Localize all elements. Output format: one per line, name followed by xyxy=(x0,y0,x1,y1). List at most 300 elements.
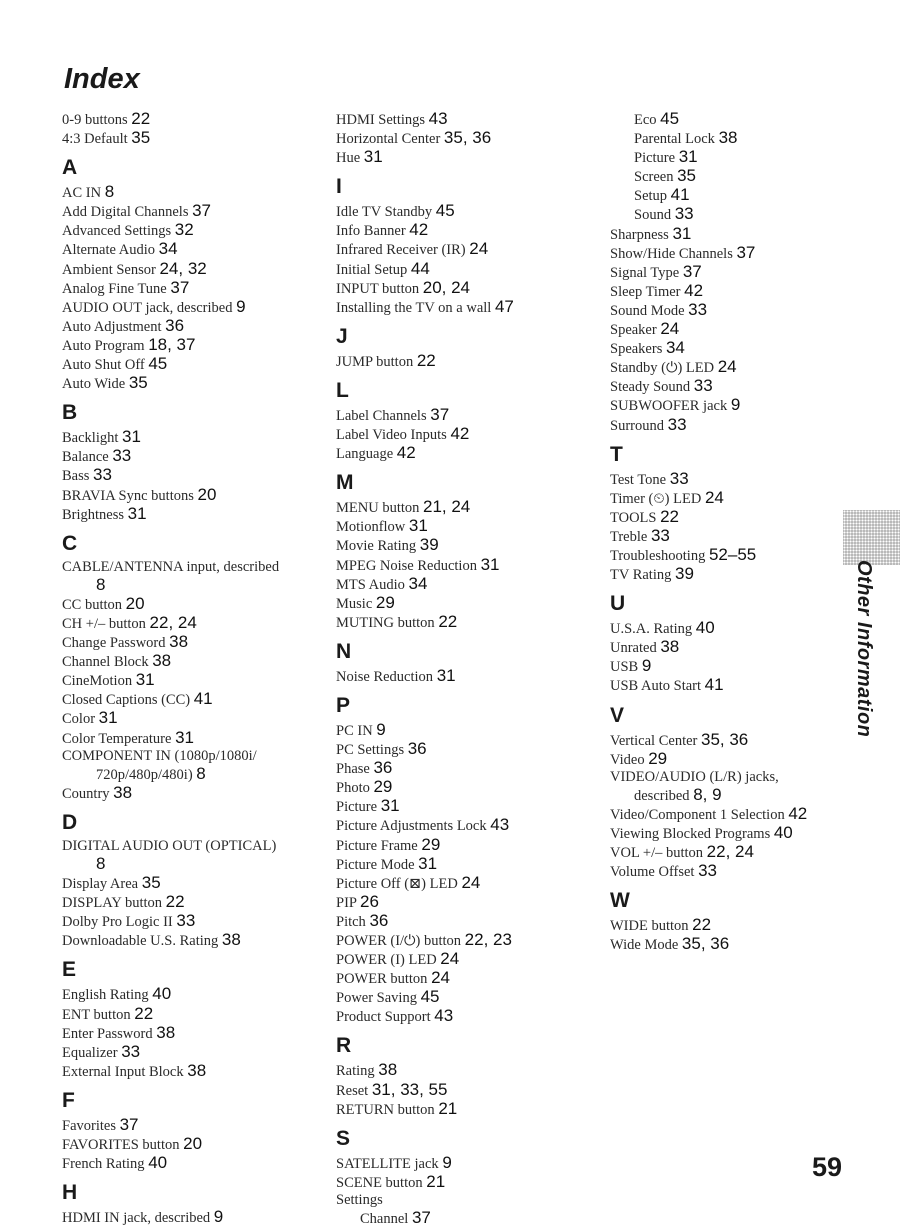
page-reference: 24 xyxy=(660,319,680,339)
index-term: PC Settings xyxy=(336,742,405,759)
index-term: Steady Sound xyxy=(610,379,691,396)
index-term: Video xyxy=(610,751,645,768)
index-entry-favorites xyxy=(62,1116,312,1135)
index-entry-channel-block xyxy=(62,652,312,671)
index-entry-label-channels xyxy=(336,406,586,425)
page-reference: 21 xyxy=(438,1098,458,1118)
index-entry-cc-button xyxy=(62,595,312,614)
index-term: Video/Component 1 Selection xyxy=(610,806,785,823)
index-entry-auto-program xyxy=(62,336,312,355)
index-entry-sleep-timer xyxy=(610,282,860,301)
index-term: Change Password xyxy=(62,635,166,652)
index-entry-auto-adjustment xyxy=(62,317,312,336)
index-term: HDMI Settings xyxy=(336,112,426,128)
index-entry-speakers xyxy=(610,339,860,358)
page-reference: 34 xyxy=(665,338,685,358)
index-term: Hue xyxy=(336,150,361,167)
index-entry-french-rating xyxy=(62,1154,312,1173)
page-reference: 31 xyxy=(408,516,428,536)
index-letter-heading: J xyxy=(336,324,348,348)
index-term: POWER button xyxy=(336,971,428,988)
page-reference: 9 xyxy=(376,719,386,739)
index-entry-power-button xyxy=(336,969,586,988)
index-entry-hdmi-in-jack-described xyxy=(62,1208,312,1227)
index-term: CC button xyxy=(62,596,123,613)
index-entry-rating xyxy=(336,1061,586,1080)
index-term: Closed Captions (CC) xyxy=(62,692,191,709)
page-reference: 38 xyxy=(221,930,241,950)
index-entry-video-component-1-selection xyxy=(610,805,860,824)
index-letter-heading: M xyxy=(336,471,354,495)
index-term: Noise Reduction xyxy=(336,668,434,685)
page-reference: 34 xyxy=(158,239,178,259)
page-reference: 31 xyxy=(672,223,692,243)
page-reference: 41 xyxy=(670,185,690,205)
index-term: Treble xyxy=(610,528,648,545)
page-reference: 43 xyxy=(490,815,510,835)
index-entry-steady-sound xyxy=(610,377,860,396)
index-entry-signal-type xyxy=(610,263,860,282)
index-term: USB xyxy=(610,659,639,676)
index-term: French Rating xyxy=(62,1156,145,1173)
page-reference: 45 xyxy=(420,987,440,1007)
page-reference: 36 xyxy=(165,315,185,335)
page-reference: 41 xyxy=(704,675,724,695)
index-term: SUBWOOFER jack xyxy=(610,398,728,415)
index-letter-heading: H xyxy=(62,1181,78,1205)
index-letter-heading: T xyxy=(610,442,623,466)
index-entry-country xyxy=(62,784,312,803)
index-term: Parental Lock xyxy=(634,131,715,148)
index-column-2 xyxy=(336,110,586,1228)
index-term: DIGITAL AUDIO OUT (OPTICAL) xyxy=(62,837,277,854)
page-reference: 22 xyxy=(165,892,185,912)
index-term: 4:3 Default xyxy=(62,131,128,148)
page-reference: 18, 37 xyxy=(148,334,196,354)
page-reference: 40 xyxy=(695,618,715,638)
index-entry-wide-mode xyxy=(610,935,860,954)
page-reference: 31 xyxy=(480,554,500,574)
page-reference: 42 xyxy=(450,424,470,444)
page-reference: 42 xyxy=(396,443,416,463)
page-reference: 31 xyxy=(436,665,456,685)
page-reference: 35 xyxy=(131,128,151,148)
index-term: Info Banner xyxy=(336,223,406,240)
index-term: Test Tone xyxy=(610,471,667,488)
index-entry-hue xyxy=(336,148,586,167)
index-entry-unrated xyxy=(610,638,860,657)
page-reference: 31 xyxy=(418,853,438,873)
index-term: AUDIO OUT jack, described xyxy=(62,299,233,316)
index-term: Phase xyxy=(336,761,370,778)
page-reference: 8, 9 xyxy=(693,784,722,804)
index-entry-bass xyxy=(62,466,312,485)
index-term: Vertical Center xyxy=(610,732,698,749)
page-reference: 9 xyxy=(641,656,652,676)
index-entry-picture xyxy=(336,797,586,816)
index-entry-downloadable-u-s-rating xyxy=(62,931,312,950)
index-entry-usb xyxy=(610,657,860,676)
index-entry-speaker xyxy=(610,320,860,339)
page-reference: 26 xyxy=(360,891,379,911)
index-entry-setup xyxy=(610,186,860,205)
page-reference: 31 xyxy=(363,147,383,167)
index-entry-picture-frame xyxy=(336,836,586,855)
index-term: POWER (I/⏻) button xyxy=(336,933,462,949)
index-term: Eco xyxy=(634,112,657,128)
index-entry-volume-offset xyxy=(610,862,860,881)
index-term: Auto Adjustment xyxy=(62,318,162,335)
page-reference: 21 xyxy=(426,1171,446,1191)
index-term: RETURN button xyxy=(336,1101,435,1118)
page-reference: 40 xyxy=(152,984,172,1004)
page-reference: 37 xyxy=(430,404,450,424)
index-entry-horizontal-center xyxy=(336,129,586,148)
index-term: Color xyxy=(62,711,96,728)
page-reference: 34 xyxy=(408,573,428,593)
index-entry-digital-audio-out-optical xyxy=(62,838,312,855)
page-reference: 9 xyxy=(442,1152,452,1172)
index-term: Picture Frame xyxy=(336,837,418,854)
index-entry-troubleshooting xyxy=(610,546,860,565)
index-entry-power-i-button xyxy=(336,931,586,950)
page-reference: 44 xyxy=(410,258,430,278)
page-reference: 33 xyxy=(698,861,717,881)
page-reference: 9 xyxy=(236,296,246,316)
index-entry-input-button xyxy=(336,279,586,298)
index-term: CH +/– button xyxy=(62,615,146,632)
index-term: VIDEO/AUDIO (L/R) jacks, xyxy=(610,768,779,785)
page-reference: 37 xyxy=(170,277,190,297)
index-term: Picture xyxy=(634,150,676,167)
index-entry-closed-captions-cc xyxy=(62,690,312,709)
index-term: Advanced Settings xyxy=(62,223,172,240)
page-reference: 39 xyxy=(419,535,439,555)
index-letter-heading: U xyxy=(610,592,626,616)
index-term: SCENE button xyxy=(336,1174,423,1191)
page-reference: 24 xyxy=(717,357,737,377)
index-term: CABLE/ANTENNA input, described xyxy=(62,558,280,575)
page-reference: 8 xyxy=(96,574,106,594)
index-term: Bass xyxy=(62,468,90,485)
index-entry-ch-button xyxy=(62,614,312,633)
page-reference: 9 xyxy=(213,1207,224,1227)
index-entry-timer-led xyxy=(610,489,860,508)
index-column-1 xyxy=(62,110,312,1227)
index-term: COMPONENT IN (1080p/1080i/ xyxy=(62,747,257,764)
page-reference: 35 xyxy=(128,373,148,393)
index-letter-heading: I xyxy=(336,175,342,199)
page-reference: 38 xyxy=(156,1022,176,1042)
index-entry-initial-setup xyxy=(336,260,586,279)
index-entry-cinemotion xyxy=(62,671,312,690)
index-entry-backlight xyxy=(62,428,312,447)
page-reference: 33 xyxy=(176,911,196,931)
index-term: Timer (⏲) LED xyxy=(610,490,702,507)
index-term: Sound xyxy=(634,207,672,224)
page-reference: 35 xyxy=(677,166,696,186)
page-reference: 38 xyxy=(378,1060,398,1080)
index-entry-video xyxy=(610,750,860,769)
index-entry-hdmi-settings xyxy=(336,110,586,129)
index-term: Volume Offset xyxy=(610,864,695,881)
page-reference: 31 xyxy=(380,796,400,816)
index-entry-product-support xyxy=(336,1007,586,1026)
index-letter-heading: S xyxy=(336,1126,351,1150)
index-entry-infrared-receiver-ir xyxy=(336,240,586,259)
index-entry-picture xyxy=(610,148,860,167)
index-term: Unrated xyxy=(610,640,657,657)
index-term: HDMI IN jack, described xyxy=(62,1210,211,1227)
index-entry-equalizer xyxy=(62,1043,312,1062)
page-reference: 39 xyxy=(674,564,694,584)
index-term: Color Temperature xyxy=(62,730,172,747)
index-term: POWER (I) LED xyxy=(336,952,437,969)
index-term: Dolby Pro Logic II xyxy=(62,914,173,931)
index-entry-return-button xyxy=(336,1100,586,1119)
section-tab-pattern xyxy=(843,510,900,565)
index-term: Idle TV Standby xyxy=(336,204,433,221)
page-reference: 24 xyxy=(469,239,489,259)
index-entry-pitch xyxy=(336,912,586,931)
page-reference: 24 xyxy=(440,949,460,969)
page-reference: 22, 24 xyxy=(706,842,754,862)
index-entry-component-in-1080p-1080i xyxy=(62,748,312,765)
index-entry-brightness xyxy=(62,505,312,524)
index-term: Screen xyxy=(634,169,674,186)
page-number: 59 xyxy=(812,1152,843,1182)
index-term: TOOLS xyxy=(610,509,657,526)
index-entry-phase xyxy=(336,759,586,778)
index-term: Speaker xyxy=(610,322,657,339)
page-reference: 29 xyxy=(375,592,395,612)
index-entry-test-tone xyxy=(610,470,860,489)
page-reference: 22 xyxy=(438,611,458,631)
index-entry-screen xyxy=(610,167,860,186)
section-tab-label: Other Information xyxy=(853,560,875,738)
page-reference: 45 xyxy=(660,109,680,128)
index-entry-alternate-audio xyxy=(62,240,312,259)
index-term: Alternate Audio xyxy=(62,242,156,259)
page-reference: 37 xyxy=(411,1208,431,1228)
index-term: Label Channels xyxy=(336,407,427,424)
page-reference: 24, 32 xyxy=(159,258,207,278)
index-entry-ambient-sensor xyxy=(62,260,312,279)
index-entry-u-s-a-rating xyxy=(610,619,860,638)
index-entry-treble xyxy=(610,527,860,546)
index-term: Surround xyxy=(610,417,664,434)
index-entry-analog-fine-tune xyxy=(62,279,312,298)
index-term: 720p/480p/480i) xyxy=(96,766,193,783)
index-letter-heading: A xyxy=(62,156,78,180)
page-reference: 33 xyxy=(650,525,670,545)
index-entry-music xyxy=(336,594,586,613)
index-letter-heading: V xyxy=(610,703,625,727)
index-term: Signal Type xyxy=(610,264,680,281)
index-letter-heading: C xyxy=(62,531,78,555)
index-term: MUTING button xyxy=(336,614,435,631)
index-entry-installing-the-tv-on-a-wall xyxy=(336,298,586,317)
index-entry-720p-480p-480i xyxy=(62,765,312,784)
index-term: Product Support xyxy=(336,1009,431,1026)
page-reference: 43 xyxy=(434,1006,454,1026)
page-reference: 20, 24 xyxy=(422,277,471,297)
index-letter-heading: E xyxy=(62,958,77,982)
index-term: 0-9 buttons xyxy=(62,112,128,128)
page-reference: 37 xyxy=(119,1114,139,1134)
index-entry-auto-shut-off xyxy=(62,355,312,374)
index-term: CineMotion xyxy=(62,673,133,690)
index-term: Brightness xyxy=(62,506,125,523)
page-reference: 37 xyxy=(192,201,212,221)
index-entry-external-input-block xyxy=(62,1062,312,1081)
page-reference: 29 xyxy=(648,748,668,768)
index-term: MTS Audio xyxy=(336,576,405,593)
index-term: PC IN xyxy=(336,722,373,739)
index-letter-heading: N xyxy=(336,639,352,663)
page-reference: 38 xyxy=(718,128,738,148)
index-entry-pc-settings xyxy=(336,740,586,759)
page-reference: 37 xyxy=(682,261,702,281)
index-term: Rating xyxy=(336,1063,375,1080)
page-reference: 40 xyxy=(148,1153,168,1173)
index-entry-0-9-buttons xyxy=(62,110,312,129)
page-reference: 35 xyxy=(141,873,161,893)
index-term: Ambient Sensor xyxy=(62,261,156,278)
page-reference: 31 xyxy=(175,727,194,747)
index-entry-show-hide-channels xyxy=(610,244,860,263)
index-term: SATELLITE jack xyxy=(336,1155,439,1172)
page-reference: 22 xyxy=(660,506,680,526)
index-entry-mpeg-noise-reduction xyxy=(336,556,586,575)
index-term: Initial Setup xyxy=(336,261,408,278)
index-entry-color xyxy=(62,709,312,728)
index-entry-dolby-pro-logic-ii xyxy=(62,912,312,931)
page-reference: 22 xyxy=(692,915,712,935)
index-letter-heading: B xyxy=(62,401,78,425)
index-entry-idle-tv-standby xyxy=(336,202,586,221)
index-letter-heading: D xyxy=(62,810,78,834)
index-entry-change-password xyxy=(62,633,312,652)
page-reference: 33 xyxy=(669,468,689,488)
page-reference: 33 xyxy=(688,299,708,319)
index-term: Channel xyxy=(360,1211,409,1228)
page-reference: 22 xyxy=(131,109,151,128)
index-term: INPUT button xyxy=(336,280,420,297)
index-column-3 xyxy=(610,110,860,954)
index-entry-satellite-jack xyxy=(336,1154,586,1173)
page-reference: 24 xyxy=(431,968,450,988)
index-term: Horizontal Center xyxy=(336,131,441,148)
index-entry-mts-audio xyxy=(336,575,586,594)
page-reference: 31 xyxy=(127,503,147,523)
index-entry-label-video-inputs xyxy=(336,425,586,444)
page-reference: 52–55 xyxy=(708,544,757,564)
index-entry-pip xyxy=(336,893,586,912)
page-reference: 42 xyxy=(788,803,808,823)
index-term: Downloadable U.S. Rating xyxy=(62,933,219,950)
index-entry-settings xyxy=(336,1192,586,1209)
page-reference: 8 xyxy=(104,182,115,202)
index-entry-photo xyxy=(336,778,586,797)
index-entry-picture-adjustments-lock xyxy=(336,816,586,835)
index-entry-favorites-button xyxy=(62,1135,312,1154)
index-entry-picture-off-led xyxy=(336,874,586,893)
page-reference: 33 xyxy=(112,446,132,466)
page-reference: 24 xyxy=(461,872,481,892)
page-reference: 31 xyxy=(122,427,141,447)
page-reference: 33 xyxy=(674,204,694,224)
index-term: Sleep Timer xyxy=(610,283,681,300)
index-entry-cable-antenna-input-described xyxy=(62,559,312,576)
page-reference: 38 xyxy=(152,651,172,671)
index-entry-reset xyxy=(336,1081,586,1100)
index-term: Wide Mode xyxy=(610,937,679,954)
index-term: MPEG Noise Reduction xyxy=(336,557,477,574)
index-term: VOL +/– button xyxy=(610,845,704,862)
index-entry-sound xyxy=(610,205,860,224)
index-entry-channel xyxy=(336,1209,586,1228)
index-entry-motionflow xyxy=(336,517,586,536)
page-reference: 31, 33, 55 xyxy=(371,1079,448,1099)
index-letter-heading: W xyxy=(610,889,630,913)
index-term: Music xyxy=(336,595,373,612)
index-entry-video-audio-l-r-jacks xyxy=(610,769,860,786)
index-term: Auto Shut Off xyxy=(62,357,145,374)
page-reference: 29 xyxy=(421,834,441,854)
index-term: Picture Adjustments Lock xyxy=(336,818,487,835)
index-term: Sharpness xyxy=(610,226,669,243)
index-term: Auto Wide xyxy=(62,376,126,393)
index-term: Picture xyxy=(336,799,378,816)
page-title: Index xyxy=(64,63,140,95)
index-entry-color-temperature xyxy=(62,729,312,748)
index-entry-noise-reduction xyxy=(336,667,586,686)
index-term: U.S.A. Rating xyxy=(610,621,693,638)
index-term: Photo xyxy=(336,780,370,797)
index-entry-ent-button xyxy=(62,1005,312,1024)
page-reference: 32 xyxy=(174,220,194,240)
index-term: MENU button xyxy=(336,500,420,517)
index-entry-picture-mode xyxy=(336,855,586,874)
page-reference: 38 xyxy=(169,632,189,652)
index-term: Movie Rating xyxy=(336,538,417,555)
index-entry-menu-button xyxy=(336,498,586,517)
page-reference: 37 xyxy=(736,242,756,262)
page-reference: 43 xyxy=(428,109,448,128)
index-entry-tv-rating xyxy=(610,565,860,584)
page-reference: 22, 23 xyxy=(464,930,512,949)
index-entry-english-rating xyxy=(62,985,312,1004)
page-reference: 36 xyxy=(373,758,393,778)
index-term: Language xyxy=(336,446,394,463)
index-entry-parental-lock xyxy=(610,129,860,148)
index-term: FAVORITES button xyxy=(62,1137,180,1154)
index-entry-movie-rating xyxy=(336,536,586,555)
index-entry-pc-in xyxy=(336,721,586,740)
index-letter-heading: F xyxy=(62,1088,75,1112)
index-term: DISPLAY button xyxy=(62,895,163,912)
page-reference: 41 xyxy=(193,689,213,709)
page-reference: 20 xyxy=(125,593,145,613)
page-reference: 9 xyxy=(730,395,741,415)
index-term: Viewing Blocked Programs xyxy=(610,826,771,842)
index-entry-power-i-led xyxy=(336,950,586,969)
page-reference: 8 xyxy=(196,763,206,783)
index-term: Motionflow xyxy=(336,519,406,536)
index-entry-muting-button xyxy=(336,613,586,632)
index-term: Channel Block xyxy=(62,654,149,671)
